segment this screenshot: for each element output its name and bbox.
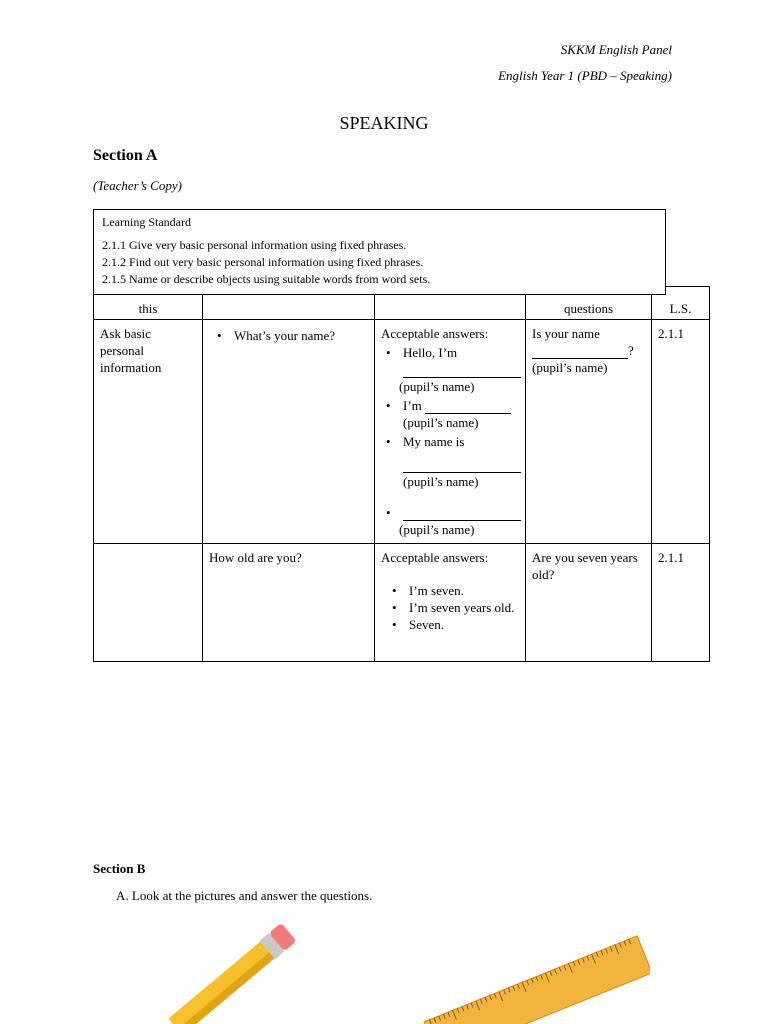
task-line: personal: [100, 343, 145, 358]
table-row: [94, 320, 710, 544]
pencil-body: [168, 941, 274, 1024]
ls-cell: 2.1.1: [652, 320, 710, 544]
prompt-sub: (pupil’s name): [532, 360, 608, 375]
section-b-instruction: A. Look at the pictures and answer the questions.: [116, 888, 373, 903]
answer-text: I’m: [403, 398, 422, 413]
learning-standard-box: [93, 209, 666, 295]
answers-label: Acceptable answers:: [381, 326, 489, 341]
prompt-cell: Are you seven years old?: [526, 544, 652, 662]
answer-sub: (pupil’s name): [403, 415, 479, 430]
ls-cell: 2.1.1: [652, 544, 710, 662]
answer-item: [403, 397, 519, 414]
answer-item: • I’m seven.: [409, 582, 519, 599]
task-cell: [94, 320, 203, 544]
pencil-illustration: [160, 920, 300, 1024]
answer-sub: (pupil’s name): [403, 474, 479, 489]
speaking-table: [93, 286, 710, 662]
section-a-heading: Section A: [93, 147, 158, 164]
question-cell: [203, 320, 375, 544]
answer-item: • I’m seven years old.: [409, 599, 519, 616]
prompt-end: ?: [628, 343, 634, 358]
task-line: Ask basic: [100, 326, 151, 341]
teacher-copy-note: (Teacher’s Copy): [93, 178, 182, 193]
ruler-illustration: [420, 930, 650, 1024]
learning-standard-item: 2.1.2 Find out very basic personal information using fixed phrases.: [102, 255, 424, 269]
learning-standard-item: 2.1.5 Name or describe objects using suitable words from word sets.: [102, 272, 431, 286]
answer-blank: [425, 399, 511, 414]
answer-blank: [403, 363, 521, 378]
answer-item: • Seven.: [409, 616, 519, 633]
answer-sub: (pupil’s name): [399, 522, 475, 537]
question-text: • What’s your name?: [234, 327, 368, 344]
header-panel: SKKM English Panel: [560, 42, 672, 57]
answers-cell: [375, 544, 526, 662]
task-cell: [94, 544, 203, 662]
table-row: [94, 544, 710, 662]
answer-text: Hello, I’m: [403, 345, 458, 360]
prompt-cell: [526, 320, 652, 544]
header-cell-ls: L.S.: [652, 287, 710, 320]
answer-text: My name is: [403, 434, 465, 449]
page-title: SPEAKING: [339, 113, 429, 133]
learning-standard-item: 2.1.1 Give very basic personal information using fixed phrases.: [102, 238, 407, 252]
prompt-text: Is your name: [532, 326, 600, 341]
header-cell-prompt: questions: [526, 287, 652, 320]
task-line: information: [100, 360, 162, 375]
section-b-heading: Section B: [93, 861, 146, 876]
answer-sub: (pupil’s name): [399, 379, 475, 394]
header-cell-task: this: [94, 287, 203, 320]
answers-label: Acceptable answers:: [381, 550, 489, 565]
answer-item: [403, 344, 519, 361]
answer-item: [403, 433, 519, 450]
answers-cell: [375, 320, 526, 544]
answer-blank: [403, 458, 521, 473]
learning-standard-heading: Learning Standard: [102, 215, 191, 229]
prompt-blank: [532, 344, 628, 359]
question-cell: [203, 544, 375, 662]
answer-blank: [403, 506, 521, 521]
header-subject: English Year 1 (PBD – Speaking): [498, 68, 672, 83]
answer-item: [403, 504, 519, 521]
question-text: How old are you?: [209, 550, 302, 565]
